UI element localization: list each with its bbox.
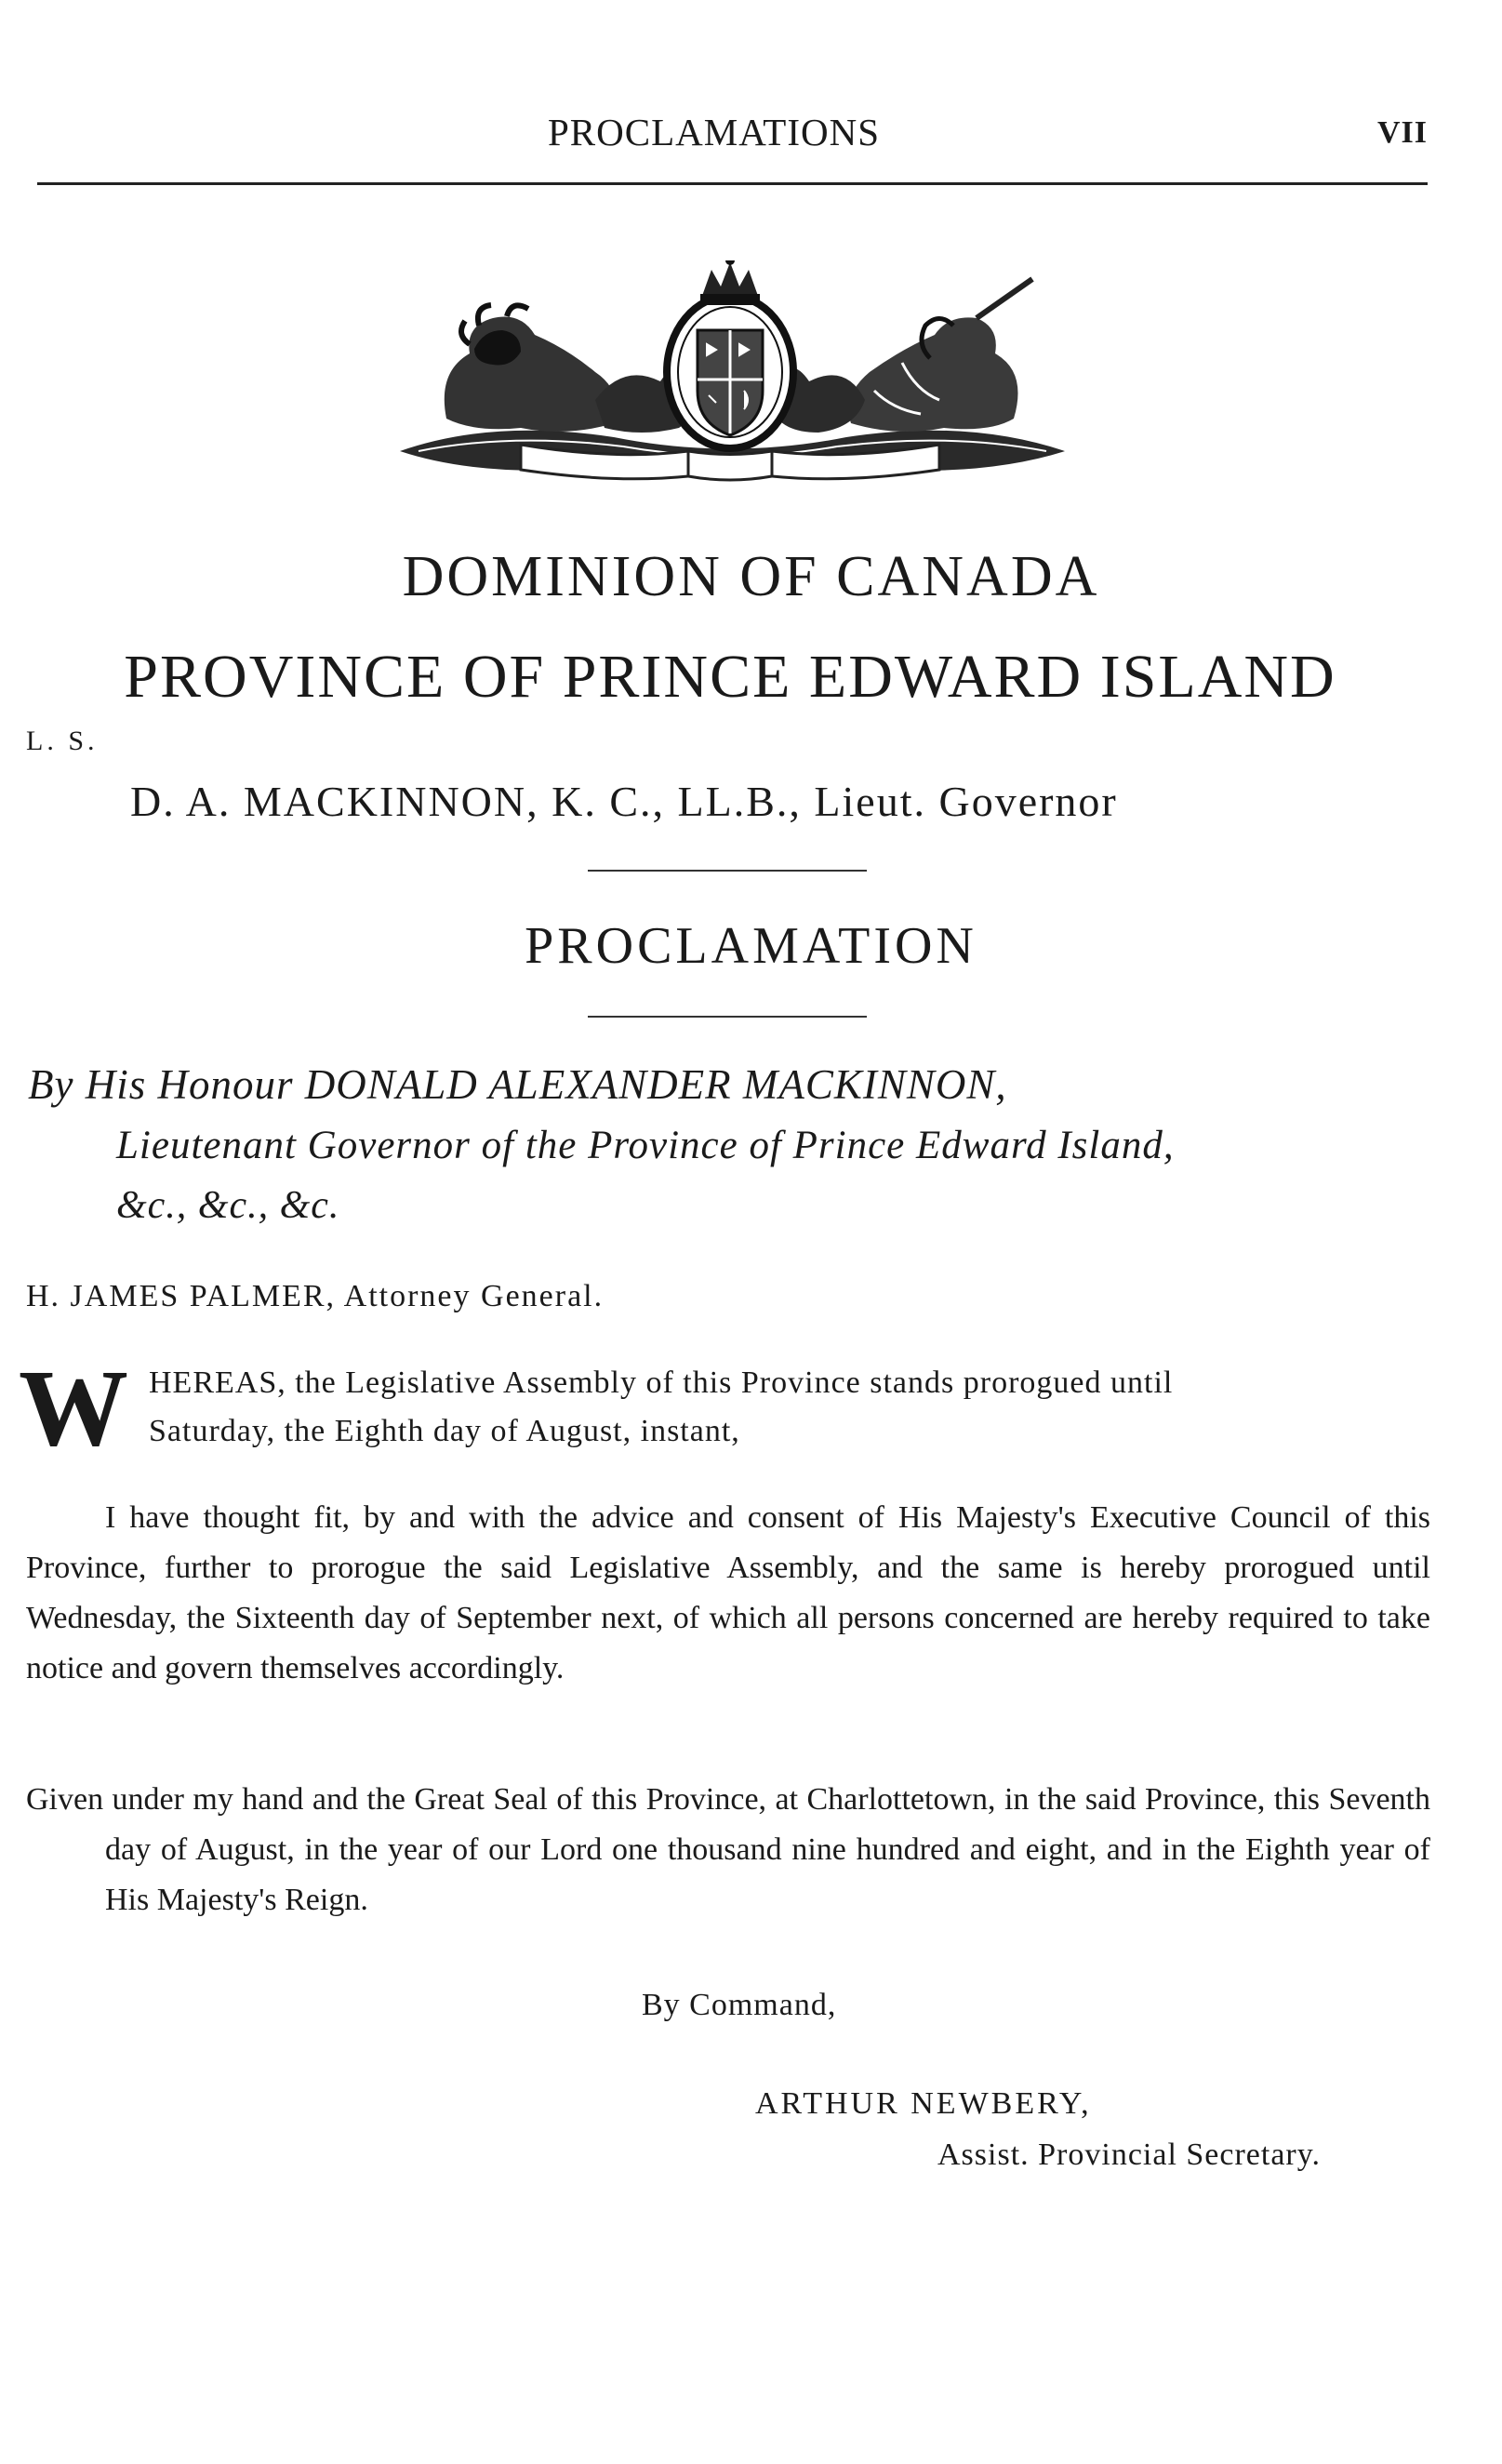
proclamation-heading: PROCLAMATION [525,917,977,975]
divider-rule [588,1016,867,1018]
preamble-line: Lieutenant Governor of the Province of Prince Edward Island, [116,1124,1175,1167]
seal-mark: L. S. [26,726,99,756]
running-head: PROCLAMATIONS [548,111,880,153]
body-paragraph: Given under my hand and the Great Seal of this Province, at Charlottetown, in the said Province, this Seventh day of August, in the year of our Lord one thousand nine hundred and eight, and in the Eighth year of His Majesty's Reign. [26,1782,1430,1917]
page-number: VII [1376,115,1428,150]
whereas-line: Saturday, the Eighth day of August, instant, [149,1414,740,1448]
whereas-line: HEREAS, the Legislative Assembly of this Province stands prorogued until [149,1365,1174,1400]
dominion-title: DOMINION OF CANADA [402,545,1100,608]
signer-title: Assist. Provincial Secretary. [937,2138,1322,2172]
body-paragraph: I have thought fit, by and with the advice and consent of His Majesty's Executive Council of this Province, further to prorogue the said Legislative Assembly, and the same is hereby prorogued until Wednesday, the Sixteenth day of September next, of which all persons concerned are hereby required to take notice and govern themselves accordingly. [26,1500,1430,1685]
preamble-line: &c., &c., &c. [116,1184,340,1227]
preamble-line: By His Honour DONALD ALEXANDER MACKINNON, [28,1061,1007,1108]
divider-rule [588,870,867,872]
by-command: By Command, [642,1988,837,2022]
attorney-general-line: H. JAMES PALMER, Attorney General. [26,1279,605,1313]
header-rule [37,182,1428,185]
province-title: PROVINCE OF PRINCE EDWARD ISLAND [124,643,1336,711]
governor-line: D. A. MACKINNON, K. C., LL.B., Lieut. Governor [130,778,1118,825]
signer-name: ARTHUR NEWBERY, [755,2086,1092,2121]
drop-cap: W [19,1347,128,1469]
royal-coat-of-arms [381,260,1079,493]
